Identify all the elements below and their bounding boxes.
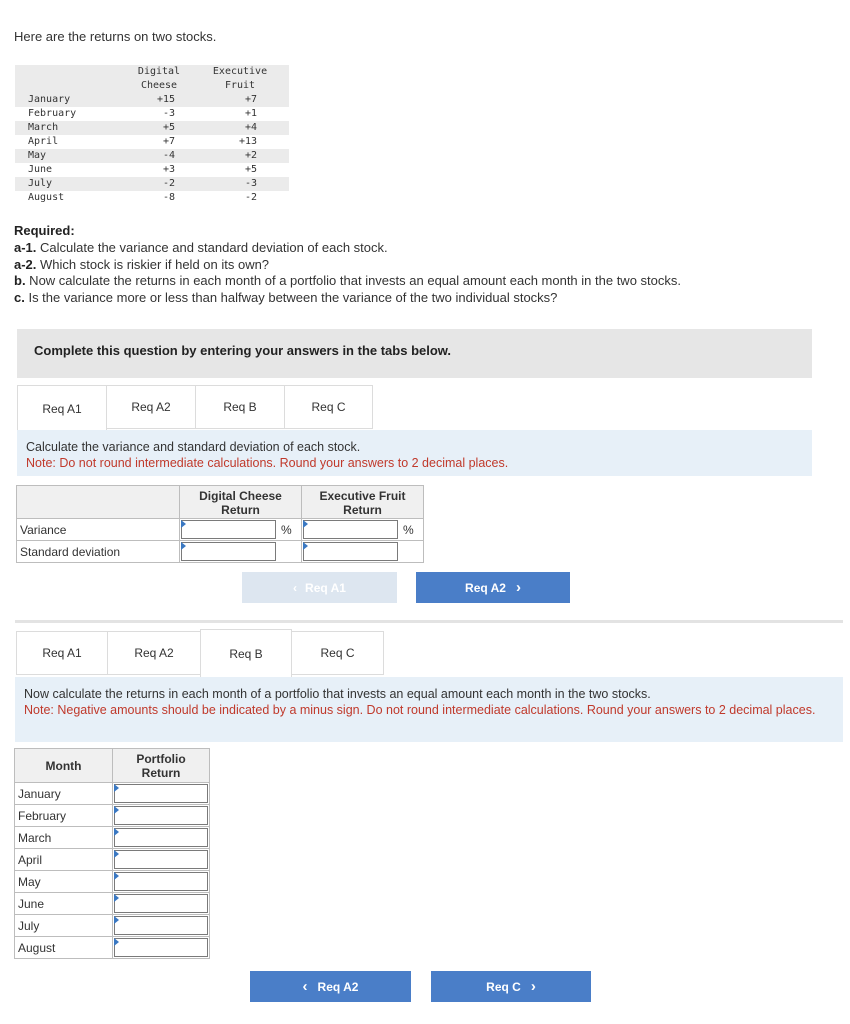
returns-header-executive-fruit: Executive Fruit: [191, 65, 289, 93]
req-b-note: Note: Negative amounts should be indicated by a minus sign. Do not round intermediate calculations. Round your answers to 2 decimal places.: [24, 702, 816, 717]
portfolio-month-label: August: [15, 937, 113, 959]
dc-variance-percent: %: [278, 519, 302, 541]
next-req-a2-button[interactable]: Req A2 ›: [416, 572, 570, 603]
required-heading: Required:: [14, 223, 75, 238]
returns-executive-fruit: +2: [244, 150, 257, 161]
prev-req-a2-button[interactable]: ‹ Req A2: [250, 971, 411, 1002]
portfolio-row: [15, 783, 210, 805]
portfolio-return-input[interactable]: [114, 872, 208, 891]
portfolio-header-return: Portfolio Return: [113, 749, 210, 783]
prev-req-a1-button[interactable]: ‹ Req A1: [242, 572, 397, 603]
chevron-right-icon: ›: [530, 978, 536, 995]
tab-req-c[interactable]: Req C: [284, 385, 373, 429]
returns-executive-fruit: +13: [238, 136, 257, 147]
portfolio-month-label: April: [15, 849, 113, 871]
returns-row: [15, 135, 289, 149]
required-item-c: c. Is the variance more or less than halfway between the variance of the two individual stocks?: [14, 290, 558, 306]
tab-req-c-2[interactable]: Req C: [291, 631, 384, 675]
req-b-prompt: Now calculate the returns in each month of a portfolio that invests an equal amount each month in the two stocks. Note: Negative amounts should be indicated by a minus sign. Do not round intermediate calculations. Round your answers to 2 decimal places.: [24, 687, 836, 718]
required-item-a2: a-2. Which stock is riskier if held on its own?: [14, 256, 270, 272]
instruction-text: Complete this question by entering your answers in the tabs below.: [34, 343, 452, 358]
required-item-b: b. Now calculate the returns in each month of a portfolio that invests an equal amount each month in the two stocks.: [14, 273, 681, 289]
portfolio-row: [15, 915, 210, 937]
portfolio-table: [14, 748, 210, 959]
section-divider: [15, 620, 843, 623]
chevron-right-icon: ›: [515, 579, 521, 596]
returns-executive-fruit: +7: [244, 94, 257, 105]
portfolio-month-label: July: [15, 915, 113, 937]
returns-executive-fruit: -2: [244, 192, 257, 203]
variance-header-blank: [17, 486, 180, 519]
portfolio-return-input[interactable]: [114, 894, 208, 913]
returns-digital-cheese: +7: [162, 136, 175, 147]
intro-text: Here are the returns on two stocks.: [14, 29, 217, 44]
returns-table: [15, 65, 289, 205]
returns-month: March: [28, 122, 59, 133]
req-a1-prompt: Calculate the variance and standard deviation of each stock. Note: Do not round intermediate calculations. Round your answers to 2 decimal places.: [26, 440, 806, 471]
returns-row: [15, 121, 289, 135]
returns-header-blank: [15, 65, 127, 93]
returns-executive-fruit: -3: [244, 178, 257, 189]
dc-stddev-input[interactable]: [181, 542, 276, 561]
returns-row: [15, 93, 289, 107]
returns-row: [15, 149, 289, 163]
returns-row: [15, 177, 289, 191]
portfolio-month-label: June: [15, 893, 113, 915]
returns-digital-cheese: +3: [162, 164, 175, 175]
returns-digital-cheese: +5: [162, 122, 175, 133]
required-item-a1: a-1. Calculate the variance and standard deviation of each stock.: [14, 239, 388, 255]
variance-table: [16, 485, 424, 563]
returns-digital-cheese: +15: [156, 94, 175, 105]
variance-header-executive-fruit: Executive Fruit Return: [302, 486, 424, 519]
portfolio-row: [15, 871, 210, 893]
portfolio-header-month: Month: [15, 749, 113, 783]
portfolio-return-input[interactable]: [114, 938, 208, 957]
returns-row: [15, 107, 289, 121]
portfolio-row: [15, 937, 210, 959]
portfolio-return-input[interactable]: [114, 916, 208, 935]
ef-variance-input[interactable]: [303, 520, 398, 539]
portfolio-return-input[interactable]: [114, 850, 208, 869]
portfolio-return-input[interactable]: [114, 806, 208, 825]
returns-row: [15, 163, 289, 177]
ef-variance-percent: %: [400, 519, 424, 541]
portfolio-row: [15, 893, 210, 915]
portfolio-row: [15, 805, 210, 827]
tab-req-b-2[interactable]: Req B: [200, 629, 292, 678]
returns-digital-cheese: -2: [162, 178, 175, 189]
portfolio-month-label: January: [15, 783, 113, 805]
portfolio-row: [15, 827, 210, 849]
portfolio-month-label: February: [15, 805, 113, 827]
returns-executive-fruit: +5: [244, 164, 257, 175]
tab-req-a1-2[interactable]: Req A1: [16, 631, 108, 675]
portfolio-month-label: March: [15, 827, 113, 849]
returns-month: February: [28, 108, 77, 119]
req-a1-note: Note: Do not round intermediate calculations. Round your answers to 2 decimal places.: [26, 455, 509, 470]
row-label-std-dev: Standard deviation: [17, 541, 180, 563]
variance-header-digital-cheese: Digital Cheese Return: [180, 486, 302, 519]
returns-month: July: [28, 178, 53, 189]
portfolio-return-input[interactable]: [114, 828, 208, 847]
chevron-left-icon: ‹: [302, 978, 308, 995]
returns-digital-cheese: -8: [162, 192, 175, 203]
tab-req-a2-2[interactable]: Req A2: [107, 631, 201, 675]
returns-month: August: [28, 192, 65, 203]
row-label-variance: Variance: [17, 519, 180, 541]
returns-executive-fruit: +4: [244, 122, 257, 133]
tab-req-a2[interactable]: Req A2: [106, 385, 196, 429]
portfolio-row: [15, 849, 210, 871]
required-section: [14, 223, 681, 307]
returns-row: [15, 191, 289, 205]
portfolio-month-label: May: [15, 871, 113, 893]
returns-digital-cheese: -3: [162, 108, 175, 119]
dc-variance-input[interactable]: [181, 520, 276, 539]
returns-month: June: [28, 164, 53, 175]
chevron-left-icon: ‹: [293, 580, 298, 595]
ef-stddev-input[interactable]: [303, 542, 398, 561]
instruction-banner: [17, 329, 812, 378]
returns-digital-cheese: -4: [162, 150, 175, 161]
returns-executive-fruit: +1: [244, 108, 257, 119]
returns-month: May: [28, 150, 47, 161]
returns-month: January: [28, 94, 71, 105]
tab-req-a1[interactable]: Req A1: [17, 385, 107, 431]
returns-month: April: [28, 136, 59, 147]
tab-req-b[interactable]: Req B: [195, 385, 285, 429]
returns-header-digital-cheese: Digital Cheese: [127, 65, 191, 93]
next-req-c-button[interactable]: Req C ›: [431, 971, 591, 1002]
portfolio-return-input[interactable]: [114, 784, 208, 803]
